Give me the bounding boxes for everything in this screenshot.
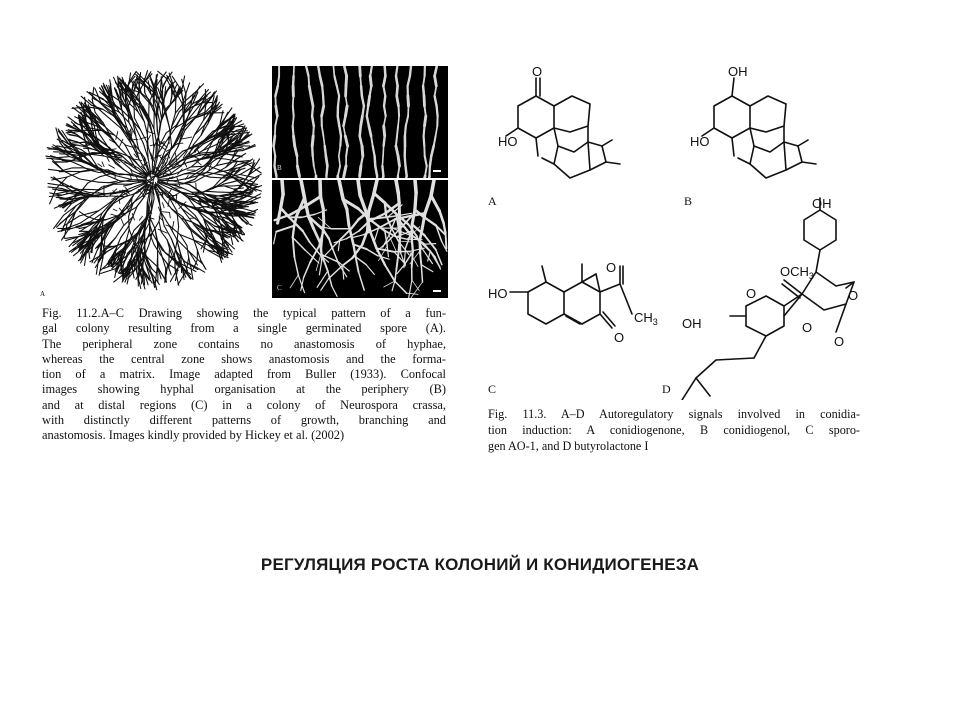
figure-hyphal-colony [38, 64, 450, 474]
caption-line: whereas the central zone shows anastomosis and the forma- [42, 351, 446, 366]
slide-title: РЕГУЛЯЦИЯ РОСТА КОЛОНИЙ И КОНИДИОГЕНЕЗА [260, 555, 700, 574]
scale-bar [433, 170, 441, 172]
hyphae-distal-image [272, 180, 448, 298]
panel-c-letter: C [488, 382, 497, 396]
atom-label: O [606, 260, 617, 275]
atom-label: OH [682, 316, 702, 331]
caption-line: Fig. 11.2.A–C Drawing showing the typical pattern of a fun- [42, 306, 446, 320]
caption-line: gal colony resulting from a single germinated spore (A). [42, 321, 446, 336]
confocal-panel-periphery [272, 66, 448, 178]
caption-line: gen AO-1, and D butyrolactone I [488, 439, 649, 453]
atom-label: O [848, 288, 859, 303]
figure-caption-left [42, 306, 446, 444]
atom-label: OH [812, 196, 832, 211]
atom-label: OH [728, 64, 748, 79]
atom-label: O [834, 334, 845, 349]
structure-conidiogenol [702, 78, 816, 178]
atom-label: O [802, 320, 813, 335]
caption-line: tion of a matrix. Image adapted from Buller (1933). Confocal [42, 367, 446, 382]
atom-label: O [532, 64, 543, 79]
atom-label: HO [690, 134, 710, 149]
caption-line: with distinctly different patterns of growth, branching and [42, 413, 446, 428]
figure-chemical-structures [484, 60, 884, 480]
structure-conidiogenone [506, 78, 620, 178]
scale-bar [433, 290, 441, 292]
caption-line: Fig. 11.3. A–D Autoregulatory signals involved in conidia- [488, 407, 860, 421]
confocal-panel-distal [272, 180, 448, 298]
caption-line: images showing hyphal organisation at the periphery (B) [42, 382, 446, 397]
caption-line: The peripheral zone contains no anastomosis of hyphae, [42, 336, 446, 351]
figure-caption-right [488, 406, 860, 454]
atom-label: HO [498, 134, 518, 149]
caption-line: and at distal regions (C) in a colony of Neurospora crassa, [42, 397, 446, 412]
caption-line: tion induction: A conidiogenone, B conidiogenol, C sporo- [488, 423, 860, 437]
panel-b-label: B [277, 164, 282, 172]
atom-label: O [746, 286, 757, 301]
structure-butyrolactone [682, 198, 854, 400]
atom-label: O [614, 330, 625, 345]
structures-drawing [484, 60, 884, 400]
hyphae-periphery-image [272, 66, 448, 178]
panel-a-label: A [40, 290, 46, 298]
panel-d-letter: D [662, 382, 671, 396]
atom-label: HO [488, 286, 508, 301]
panel-c-label: C [277, 284, 282, 292]
colony-drawing [38, 64, 266, 296]
panel-b-letter: B [684, 194, 693, 208]
atom-label: $CH_3$ [634, 310, 658, 327]
panel-a-letter: A [488, 194, 497, 208]
caption-line: anastomosis. Images kindly provided by Hickey et al. (2002) [42, 428, 345, 443]
atom-label: $OCH_3$ [780, 264, 814, 281]
